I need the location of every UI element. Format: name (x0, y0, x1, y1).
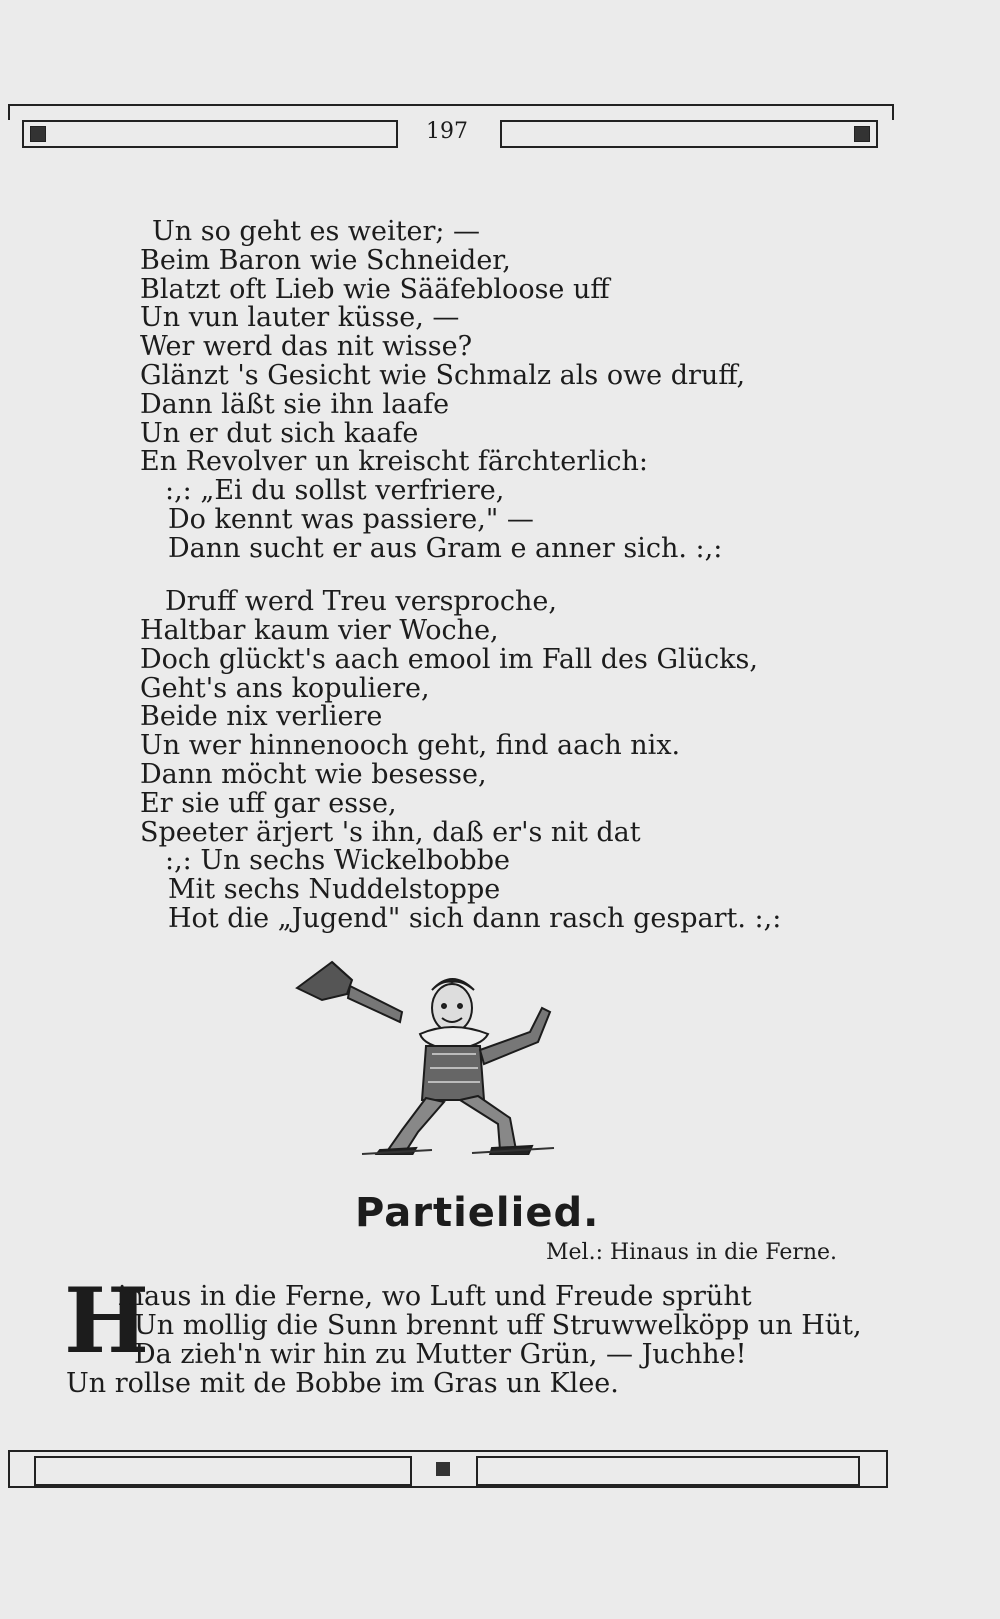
verse-line: Un vun lauter küsse, — (140, 302, 460, 333)
melody-note: Mel.: Hinaus in die Ferne. (546, 1240, 838, 1265)
verse-line: :,: „Ei du sollst verfriere, (165, 475, 505, 506)
verse-line: Dann möcht wie besesse, (140, 759, 487, 790)
header-rule (8, 104, 894, 120)
footer-ornament-left (34, 1456, 412, 1486)
verse-line: Mit sechs Nuddelstoppe (168, 874, 501, 905)
jester-illustration (292, 950, 582, 1155)
verse-line: Glänzt 's Gesicht wie Schmalz als owe druff, (140, 360, 746, 391)
verse-line: Speeter ärjert 's ihn, daß er's nit dat (140, 817, 641, 848)
verse-line: Doch glückt's aach emool im Fall des Glücks, (140, 644, 758, 675)
verse-line: Do kennt was passiere," — (168, 504, 534, 535)
verse-line: Blatzt oft Lieb wie Sääfebloose uff (140, 274, 610, 305)
footer-ornament-square (436, 1462, 450, 1476)
song-line: Da zieh'n wir hin zu Mutter Grün, — Juchhe! (134, 1339, 747, 1370)
verse-line: :,: Un sechs Wickelbobbe (165, 845, 510, 876)
verse-line: Beim Baron wie Schneider, (140, 245, 511, 276)
verse-line: Er sie uff gar esse, (140, 788, 397, 819)
verse-line: Un er dut sich kaafe (140, 418, 419, 449)
verse-line: Haltbar kaum vier Woche, (140, 615, 499, 646)
verse-line: En Revolver un kreischt färchterlich: (140, 446, 649, 477)
verse-line: Wer werd das nit wisse? (140, 331, 473, 362)
verse-line: Druff werd Treu versproche, (165, 586, 557, 617)
verse-line: Geht's ans kopuliere, (140, 673, 430, 704)
verse-line: Dann läßt sie ihn laafe (140, 389, 450, 420)
footer-ornament-right (476, 1456, 860, 1486)
song-line: inaus in die Ferne, wo Luft und Freude sprüht (118, 1281, 752, 1312)
header-ornament-right (500, 120, 878, 148)
page-number: 197 (426, 119, 468, 144)
verse-line: Un so geht es weiter; — (152, 216, 481, 247)
verse-line: Beide nix verliere (140, 701, 383, 732)
song-title: Partielied. (355, 1190, 600, 1236)
song-line: Un mollig die Sunn brennt uff Struwwelköpp un Hüt, (134, 1310, 862, 1341)
verse-line: Un wer hinnenooch geht, find aach nix. (140, 730, 681, 761)
header-ornament-left (22, 120, 398, 148)
ornament-square (854, 126, 870, 142)
verse-line: Hot die „Jugend" sich dann rasch gespart. :,: (168, 903, 782, 934)
song-line: Un rollse mit de Bobbe im Gras un Klee. (66, 1368, 619, 1399)
drop-cap: H (64, 1268, 150, 1374)
verse-line: Dann sucht er aus Gram e anner sich. :,: (168, 533, 723, 564)
ornament-square (30, 126, 46, 142)
